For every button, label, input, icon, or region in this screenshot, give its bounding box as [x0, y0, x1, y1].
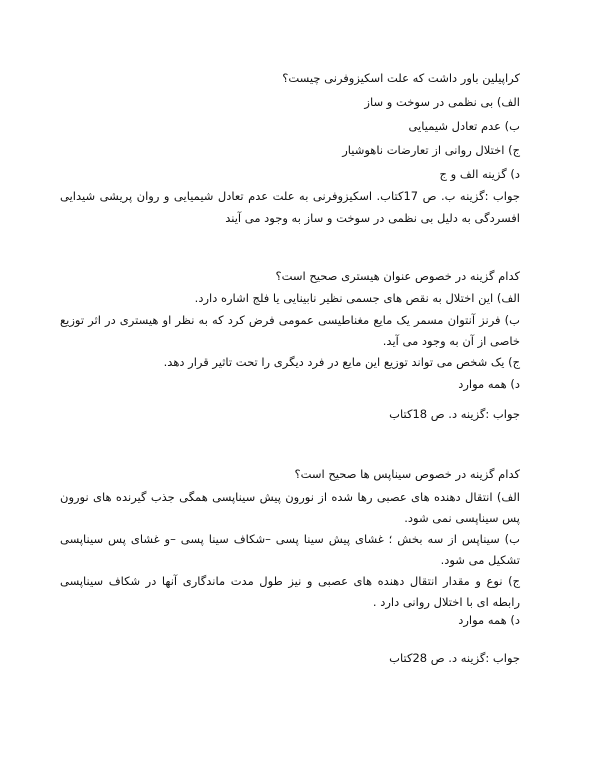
question-3-option-d: د) همه موارد — [458, 613, 520, 627]
question-3-option-b: ب) سیناپس از سه بخش ؛ غشای پیش سینا پسی –شکاف سینا پسی –و غشای پس سیناپسی تشکیل می شود. — [60, 532, 520, 567]
question-1-option-a: الف) بی نظمی در سوخت و ساز — [364, 95, 520, 109]
question-2-option-c: ج) یک شخص می تواند توزیع این مایع در فرد دیگری را تحت تاثیر قرار دهد. — [163, 355, 520, 369]
question-2-text: کدام گزینه در خصوص عنوان هیستری صحیح است؟ — [275, 269, 520, 283]
question-1-text: کراپیلین باور داشت که علت اسکیزوفرنی چیست؟ — [282, 71, 520, 85]
question-2-option-a: الف) این اختلال به نقص های جسمی نظیر نابینایی یا فلج اشاره دارد. — [194, 291, 520, 305]
question-1-option-b: ب) عدم تعادل شیمیایی — [408, 119, 520, 133]
question-3-option-c: ج) نوع و مقدار انتقال دهنده های عصبی و نیز طول مدت ماندگاری آنها در شکاف سیناپسی رابطه ای با اختلال روانی دارد . — [60, 574, 520, 609]
question-2-option-b: ب) فرنز آنتوان مسمر یک مایع مغناطیسی عمومی فرض کرد که به نظر او هیستری در اثر توزیع خاصی از آن به وجود می آید. — [60, 313, 520, 348]
question-2-answer: جواب :گزینه د. ص 18کتاب — [389, 407, 520, 421]
question-2-option-d: د) همه موارد — [458, 377, 520, 391]
question-3-option-a: الف) انتقال دهنده های عصبی رها شده از نورون پیش سیناپسی همگی جذب گیرنده های نورون پس سیناپسی نمی شود. — [60, 490, 520, 525]
question-1-option-c: ج) اختلال روانی از تعارضات ناهوشیار — [342, 143, 520, 157]
question-3-answer: جواب :گزینه د. ص 28کتاب — [389, 651, 520, 665]
question-3-text: کدام گزینه در خصوص سیناپس ها صحیح است؟ — [294, 467, 520, 481]
question-1-option-d: د) گزینه الف و ج — [439, 167, 520, 181]
question-1-answer: جواب :گزینه ب. ص 17کتاب. اسکیزوفرنی به علت عدم تعادل شیمیایی و روان پریشی شیدایی افسردگی به دلیل بی نظمی در سوخت و ساز به وجود می آیند — [60, 189, 520, 225]
